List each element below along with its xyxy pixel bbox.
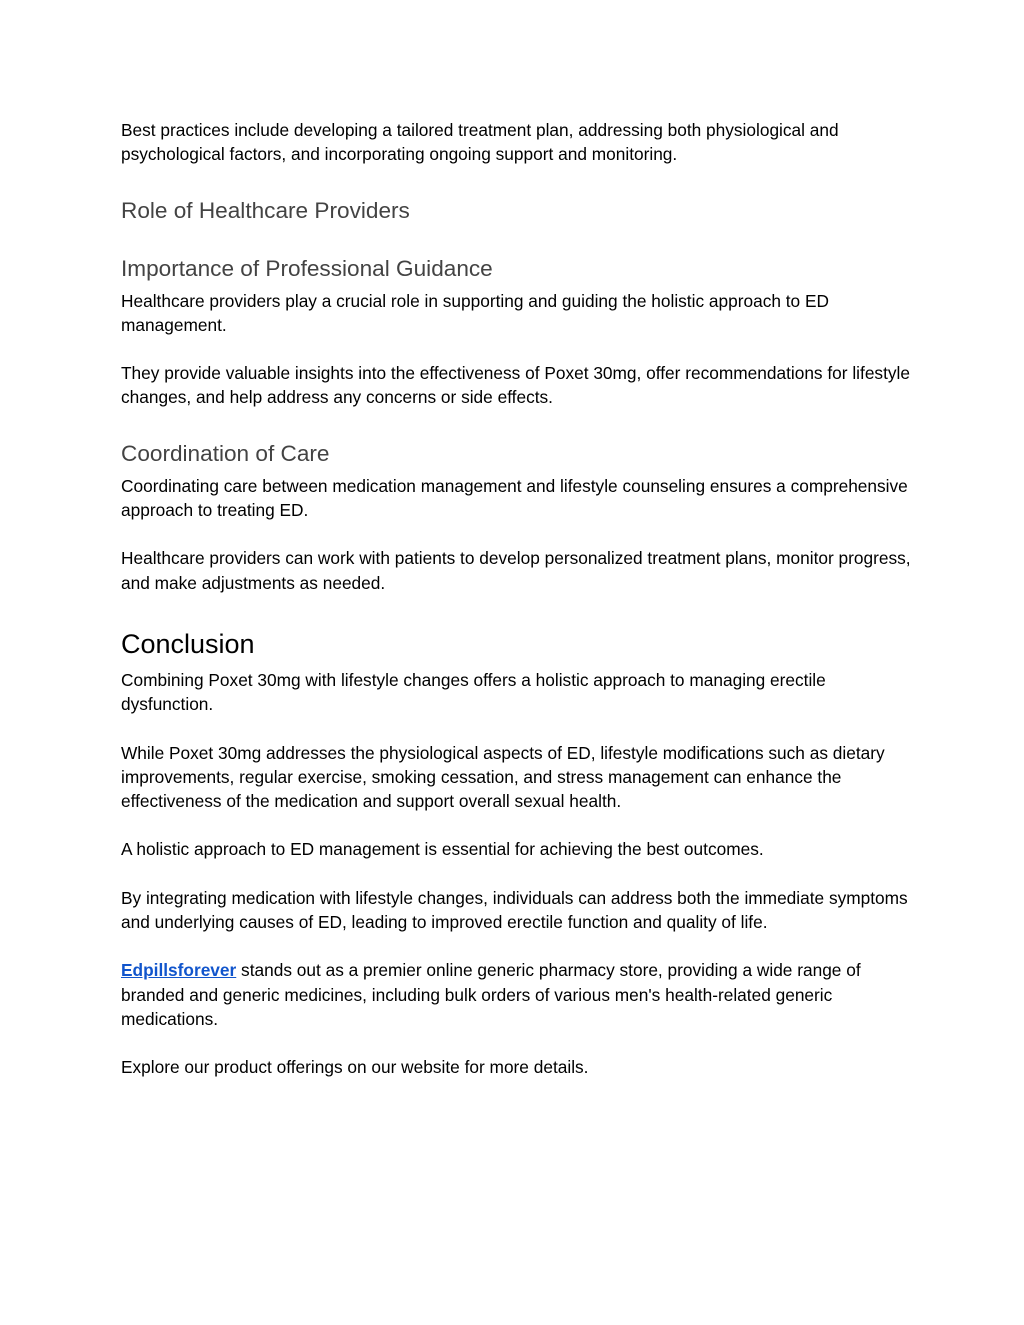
conclusion-paragraph-2: While Poxet 30mg addresses the physiological aspects of ED, lifestyle modifications such as dietary improvements, regular exercise, smoking cessation, and stress management can enhance the effectiveness of the medication and support overall sexual health. (121, 742, 885, 812)
conclusion-paragraph-1: Combining Poxet 30mg with lifestyle changes offers a holistic approach to managing erectile dysfunction. (121, 669, 826, 715)
guidance-paragraph-1: Healthcare providers play a crucial role in supporting and guiding the holistic approach to ED management. (121, 290, 829, 335)
document-page (121, 118, 911, 1080)
intro-paragraph: Best practices include developing a tailored treatment plan, addressing both physiological and psychological factors, and incorporating ongoing support and monitoring. (121, 120, 839, 165)
edpillsforever-link[interactable]: Edpillsforever (121, 960, 237, 981)
subheading-coordination-of-care: Coordination of Care (121, 440, 330, 466)
closing-paragraph: Explore our product offerings on our website for more details. (121, 1057, 589, 1078)
conclusion-paragraph-4: By integrating medication with lifestyle changes, individuals can address both the immediate symptoms and underlying causes of ED, leading to improved erectile function and quality of life. (121, 887, 908, 933)
promo-paragraph (121, 958, 911, 1031)
guidance-paragraph-2: They provide valuable insights into the effectiveness of Poxet 30mg, offer recommendations for lifestyle changes, and help address any concerns or side effects. (121, 363, 910, 408)
coordination-paragraph-1: Coordinating care between medication management and lifestyle counseling ensures a comprehensive approach to treating ED. (121, 475, 908, 521)
conclusion-paragraph-3: A holistic approach to ED management is essential for achieving the best outcomes. (121, 839, 764, 860)
coordination-paragraph-2: Healthcare providers can work with patients to develop personalized treatment plans, monitor progress, and make adjustments as needed. (121, 548, 911, 593)
promo-text: stands out as a premier online generic pharmacy store, providing a wide range of branded and generic medicines, including bulk orders of various men's health-related generic medications. (121, 960, 861, 1029)
section-heading-role: Role of Healthcare Providers (121, 197, 410, 223)
subheading-professional-guidance: Importance of Professional Guidance (121, 255, 493, 281)
conclusion-heading: Conclusion (121, 628, 255, 659)
